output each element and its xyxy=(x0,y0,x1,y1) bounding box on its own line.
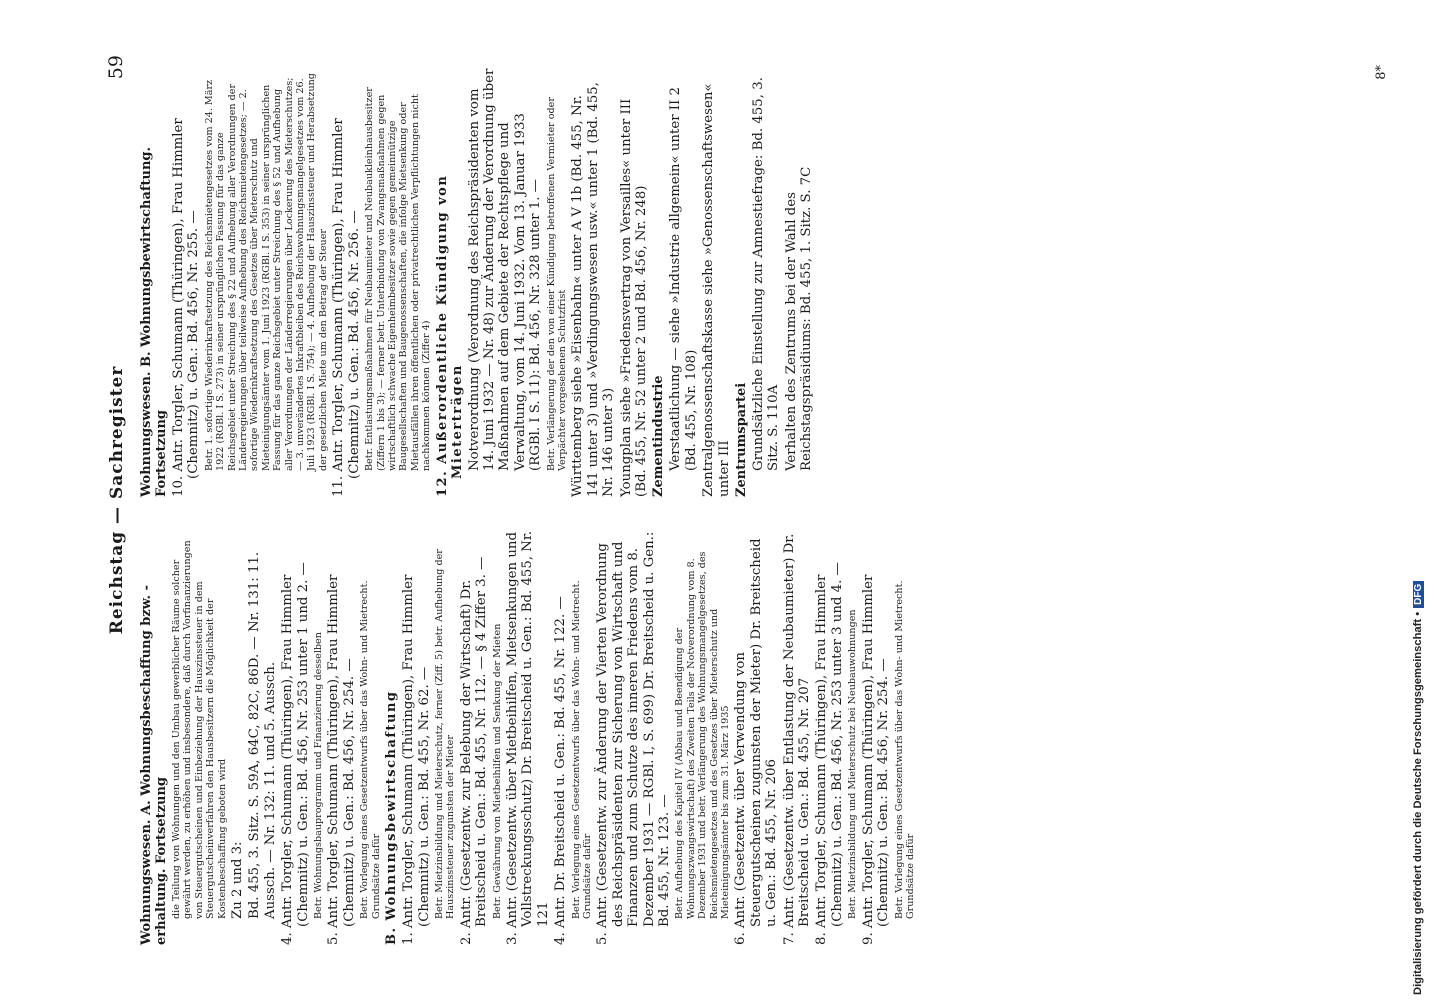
digitization-text: Digitalisierung gefördert durch die Deutsche Forschungsgemeinschaft • xyxy=(1412,611,1424,995)
register-entry: Betr. Gewährung von Mietbeihilfen und Senkung der Mieten xyxy=(491,623,503,919)
register-entry: 2. Antr. (Gesetzentw. zur Belebung der Wirtschaft) Dr. Breitscheid u. Gen.: Bd. 455, Nr. 112. — § 4 Ziffer 3. — xyxy=(458,556,490,945)
register-entry: Grundsätzliche Einstellung zur Amnestiefrage: Bd. 455, 3. Sitz. S. 110A xyxy=(751,77,782,471)
register-entry: Betr. Mietzinsbildung und Mieterschutz, ferner (Ziff. 5) betr. Aufhebung der Hauszinssteuer zugunsten der Mieter xyxy=(433,549,457,919)
register-entry: Betr. 1. sofortige Wiederinkraftsetzung des Reichsmietengesetzes vom 24. März 1922 (RGBl. I S. 273) in seiner ursprünglichen Fassung für das ganze Reichsgebiet unter Streichung des § 22 und Aufhebung aller Verordnungen der Länderregierungen über teilweise Aufhebung des Reichsmietengesetzes; — 2. sofortige Wiederinkraftsetzung des Gesetzes über Mieterschutz und Mieteinigungsämter vom 1. Juni 1923 (RGBl. I S. 353) in seiner ursprünglichen Fassung für das ganze Reichsgebiet unter Streichung des § 52 und Aufhebung aller Verordnungen der Länderregierungen über Lockerung des Mieterschutzes; — 3. unverändertes Inkraftbleiben des Reichswohnungsmangelgesetzes vom 26. Juli 1923 (RGBl. I S. 754); — 4. Aufhebung der Hauszinssteuer und Herabsetzung der gesetzlichen Miete um den Betrag der Steuer xyxy=(203,73,329,471)
register-entry: die Teilung von Wohnungen und den Umbau gewerblicher Räume solcher gewährt werden, zu erhöhen und insbesondere, daß durch Vorfinanzierungen von Steuergutscheinen und Einbeziehung der Hauszinssteuer in dem Steuergutscheinverfahren den Hausbesitzern die Möglichkeit der Kostenbeschaffung geboten wird xyxy=(171,540,228,919)
register-entry: 10. Antr. Torgler, Schumann (Thüringen), Frau Himmler (Chemnitz) u. Gen.: Bd. 456, Nr. 255. — xyxy=(171,118,202,497)
register-entry: 12. Außerordentliche Kündigung von Mieterträgen xyxy=(434,174,465,497)
register-entry: Verhalten des Zentrums bei der Wahl des Reichstagspräsidiums: Bd. 455, 1. Sitz. S. 7C xyxy=(783,166,815,471)
register-entry: Youngplan siehe »Friedensvertrag von Versailles« unter III (Bd. 455, Nr. 52 unter 2 und Bd. 456, Nr. 248) xyxy=(618,98,649,497)
register-entry: Verstaatlichung — siehe »Industrie allgemein« unter II 2 (Bd. 455, Nr. 108) xyxy=(668,87,699,471)
register-entry: Zentrumspartei xyxy=(734,382,750,497)
register-entry: Zentralgenossenschaftskasse siehe »Genossenschaftswesen« unter III xyxy=(701,83,732,497)
page-number: 59 xyxy=(105,55,127,80)
register-entry: B. Wohnungsbewirtschaftung xyxy=(384,690,400,945)
register-entry: 5. Antr. Torgler, Schumann (Thüringen), Frau Himmler (Chemnitz) u. Gen.: Bd. 456, Nr. 254. — xyxy=(326,574,357,945)
register-entry: Betr. Entlastungsmaßnahmen für Neubaumieter und Neubaukleinhausbesitzer (Ziffern 1 bis 3); — ferner betr. Unterbindung von Zwangsmaßnahmen gegen wirtschaftlich schwache Eigenheimbesitzer sowie gegen gemeinnützige Baugesellschaften und Baugenossenschaften, die infolge Mietsenkung oder Mietausfällen ihren öffentlichen oder privatrechtlichen Verpflichtungen nicht nachkommen können (Ziffer 4) xyxy=(364,87,433,471)
signature-mark: 8* xyxy=(1374,65,1389,80)
register-entry: Betr. Wohnungsbauprogramm und Finanzierung desselben xyxy=(313,632,325,919)
register-entry: Betr. Mietzinsbildung und Mieterschutz bei Neubauwohnungen xyxy=(847,609,859,919)
register-entry: Betr. Vorlegung eines Gesetzentwurfs über das Wohn- und Mietrecht. Grundsätze dafür xyxy=(570,580,593,919)
register-entry: Betr. Verlängerung der den von einer Kündigung betroffenen Vermieter oder Verpächter vorgesehenen Schutzfrist xyxy=(545,97,568,471)
register-entry: 5. Antr. (Gesetzentw. zur Änderung der Vierten Verordnung des Reichspräsidenten zur Sicherung von Wirtschaft und Finanzen und zum Schutze des inneren Friedens vom 8. Dezember 1931 — RGBl. I, S. 699) Dr. Breitscheid u. Gen.: Bd. 455, Nr. 123. — xyxy=(595,531,672,945)
register-entry: Wohnungswesen. B. Wohnungsbewirtschaftung. Fortsetzung xyxy=(139,146,169,497)
left-column xyxy=(139,525,918,945)
register-entry: 3. Antr. (Gesetzentw. über Mietbeihilfen, Mietsenkungen und Vollstreckungsschutz) Dr. Breitscheid u. Gen.: Bd. 455, Nr. 121 xyxy=(504,530,551,945)
register-entry: Bd. 455, 3. Sitz. S. 59A, 64C, 82C, 86D. — Nr. 131: 11. Aussch. — Nr. 132: 11. und 5. Aussch. xyxy=(247,551,278,919)
register-entry: Wohnungswesen. A. Wohnungsbeschaffung bzw. -erhaltung. Fortsetzung xyxy=(139,584,169,945)
register-entry: Notverordnung (Verordnung des Reichspräsidenten vom 14. Juni 1932 — Nr. 48) zur Änderung der Verordnung über Maßnahmen auf dem Gebiete der Rechtspflege und Verwaltung, vom 14. Juni 1932. Vom 13. Januar 1933 (RGBl. I S. 11): Bd. 456, Nr. 328 unter 1. — xyxy=(466,68,544,471)
digitization-note xyxy=(1412,5,1432,995)
register-entry: Betr. Vorlegung eines Gesetzentwurfs über das Wohn- und Mietrecht. Grundsätze dafür xyxy=(893,580,916,919)
register-entry: Zementindustrie xyxy=(651,375,667,497)
register-entry: 6. Antr. (Gesetzentw. über Verwendung von Steuergutscheinen zugunsten der Mieter) Dr. Breitscheid u. Gen.: Bd. 455, Nr. 206 xyxy=(733,538,780,945)
register-entry: 7. Antr. (Gesetzentw. über Entlastung der Neubaumieter) Dr. Breitscheid u. Gen.: Bd. 455, Nr. 207 xyxy=(781,533,813,945)
register-entry: 9. Antr. Torgler, Schumann (Thüringen), Frau Himmler (Chemnitz) u. Gen.: Bd. 456, Nr. 254. — xyxy=(860,574,892,945)
register-entry: Betr. Vorlegung eines Gesetzentwurfs über das Wohn- und Mietrecht. Grundsätze dafür xyxy=(359,580,382,919)
register-entry: 11. Antr. Torgler, Schumann (Thüringen), Frau Himmler (Chemnitz) u. Gen.: Bd. 456, Nr. 256. — xyxy=(331,118,362,497)
register-page xyxy=(105,55,1395,945)
register-entry: Betr. Aufhebung des Kapitel IV (Abbau und Beendigung der Wohnungszwangswirtschaft) des Zweiten Teils der Notverordnung vom 8. Dezember 1931 und betr. Verlängerung des Wohnungsmangelgesetzes, des Reichsmietengesetzes und des Gesetzes über Mieterschutz und Mieteinigungsämter bis zum 31. März 1935 xyxy=(674,551,732,919)
right-column xyxy=(139,67,817,497)
register-entry: 1. Antr. Torgler, Schumann (Thüringen), Frau Himmler (Chemnitz) u. Gen.: Bd. 455, Nr. 62. — xyxy=(401,574,432,945)
running-title: Reichstag — Sachregister xyxy=(107,365,127,635)
register-entry: 4. Antr. Dr. Breitscheid u. Gen.: Bd. 455, Nr. 122. — xyxy=(553,596,569,945)
register-entry: Württemberg siehe »Eisenbahn« unter A V 1b (Bd. 455, Nr. 141 unter 3) und »Verdingungswesen usw.« unter 1 (Bd. 455, Nr. 146 unter 3) xyxy=(570,82,617,497)
dfg-logo: DFG xyxy=(1413,581,1424,608)
register-entry: Zu 2 und 3: xyxy=(230,841,246,919)
register-entry: 4. Antr. Torgler, Schumann (Thüringen), Frau Himmler (Chemnitz) u. Gen.: Bd. 456, Nr. 253 unter 1 und 2. — xyxy=(280,562,311,945)
register-entry: 8. Antr. Torgler, Schumann (Thüringen), Frau Himmler (Chemnitz) u. Gen.: Bd. 456, Nr. 253 unter 3 und 4. — xyxy=(814,562,845,945)
page-header xyxy=(105,55,135,945)
